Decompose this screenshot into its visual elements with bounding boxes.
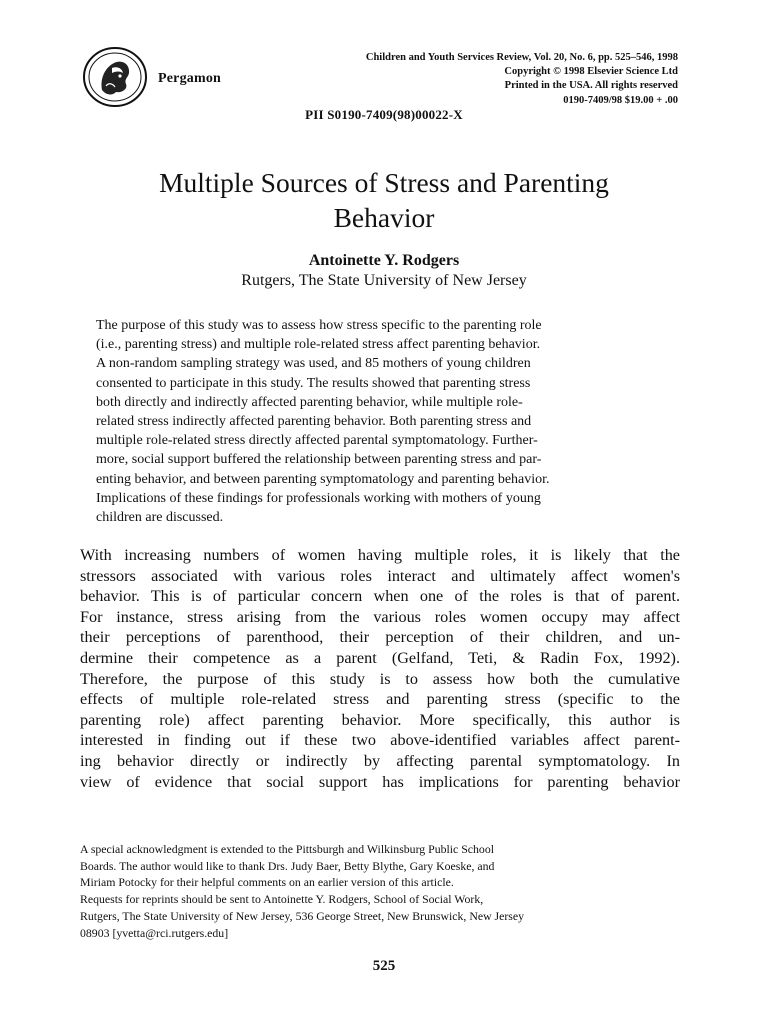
body-line: stressors associated with various roles interact and ultimately affect women's: [80, 566, 680, 585]
footnote-line: 08903 [yvetta@rci.rutgers.edu]: [80, 925, 229, 940]
abstract-line: A non-random sampling strategy was used, and 85 mothers of young children: [96, 356, 531, 372]
body-line: ing behavior directly or indirectly by affecting parental symptomatology. In: [80, 751, 680, 770]
title-line: Behavior: [333, 202, 435, 233]
abstract-line: consented to participate in this study. The results showed that parenting stress: [96, 375, 531, 391]
abstract-line: enting behavior, and between parenting symptomatology and parenting behavior.: [96, 471, 550, 487]
abstract-line: related stress indirectly affected parenting behavior. Both parenting stress and: [96, 414, 532, 430]
pergamon-logo-icon: [82, 46, 148, 108]
abstract-line: more, social support buffered the relationship between parenting stress and par-: [96, 452, 542, 468]
body-paragraph: [80, 545, 680, 792]
abstract-line: (i.e., parenting stress) and multiple role-related stress affect parenting behavior.: [96, 337, 541, 353]
pii-identifier: PII S0190-7409(98)00022-X: [305, 107, 463, 122]
body-line: parenting role) affect parenting behavior. More specifically, this author is: [80, 710, 680, 729]
author-affiliation: Rutgers, The State University of New Jersey: [241, 272, 527, 289]
abstract-line: both directly and indirectly affected parenting behavior, while multiple role-: [96, 394, 523, 410]
footnote-line: A special acknowledgment is extended to the Pittsburgh and Wilkinsburg Public School: [80, 842, 495, 856]
author-name: Antoinette Y. Rodgers: [308, 252, 460, 269]
body-line: behavior. This is of particular concern when one of the roles is that of parent.: [80, 587, 680, 606]
footnote-line: Requests for reprints should be sent to Antoinette Y. Rodgers, School of Social Work,: [80, 892, 484, 907]
abstract-line: The purpose of this study was to assess how stress specific to the parenting role: [96, 318, 542, 333]
body-line: interested in finding out if these two above-identified variables affect parent-: [80, 731, 680, 750]
body-line: view of evidence that social support has implications for parenting behavior: [80, 772, 680, 791]
article-title: [0, 165, 768, 235]
title-line: Multiple Sources of Stress and Parenting: [159, 167, 609, 198]
publisher-name: Pergamon: [158, 71, 222, 86]
body-line: effects of multiple role-related stress and parenting stress (specific to the: [80, 690, 680, 709]
body-line: Therefore, the purpose of this study is to assess how both the cumulative: [80, 669, 680, 688]
footnote-line: Rutgers, The State University of New Jersey, 536 George Street, New Brunswick, New Jersey: [80, 908, 525, 923]
journal-citation: Children and Youth Services Review, Vol. 20, No. 6, pp. 525–546, 1998: [365, 52, 678, 63]
journal-info: [366, 51, 678, 108]
abstract: [96, 316, 662, 527]
footnote-line: Miriam Potocky for their helpful comments on an earlier version of this article.: [80, 875, 454, 890]
abstract-line: children are discussed.: [96, 510, 224, 526]
abstract-line: multiple role-related stress directly affected parental symptomatology. Further-: [96, 433, 538, 449]
abstract-line: Implications of these findings for professionals working with mothers of young: [96, 490, 541, 506]
printed-line: Printed in the USA. All rights reserved: [504, 80, 678, 92]
footnote: [80, 841, 678, 941]
body-line: For instance, stress arising from the various roles women occupy may affect: [80, 607, 680, 626]
footnote-line: Boards. The author would like to thank Drs. Judy Baer, Betty Blythe, Gary Koeske, and: [80, 858, 495, 873]
body-line: their perceptions of parenthood, their perception of their children, and un-: [80, 628, 680, 647]
body-line: With increasing numbers of women having multiple roles, it is likely that the: [80, 546, 680, 564]
issn-price-line: 0190-7409/98 $19.00 + .00: [563, 94, 678, 106]
body-line: dermine their competence as a parent (Gelfand, Teti, & Radin Fox, 1992).: [80, 648, 680, 667]
copyright-line: Copyright © 1998 Elsevier Science Ltd: [504, 66, 678, 78]
page-number: 525: [372, 958, 396, 974]
